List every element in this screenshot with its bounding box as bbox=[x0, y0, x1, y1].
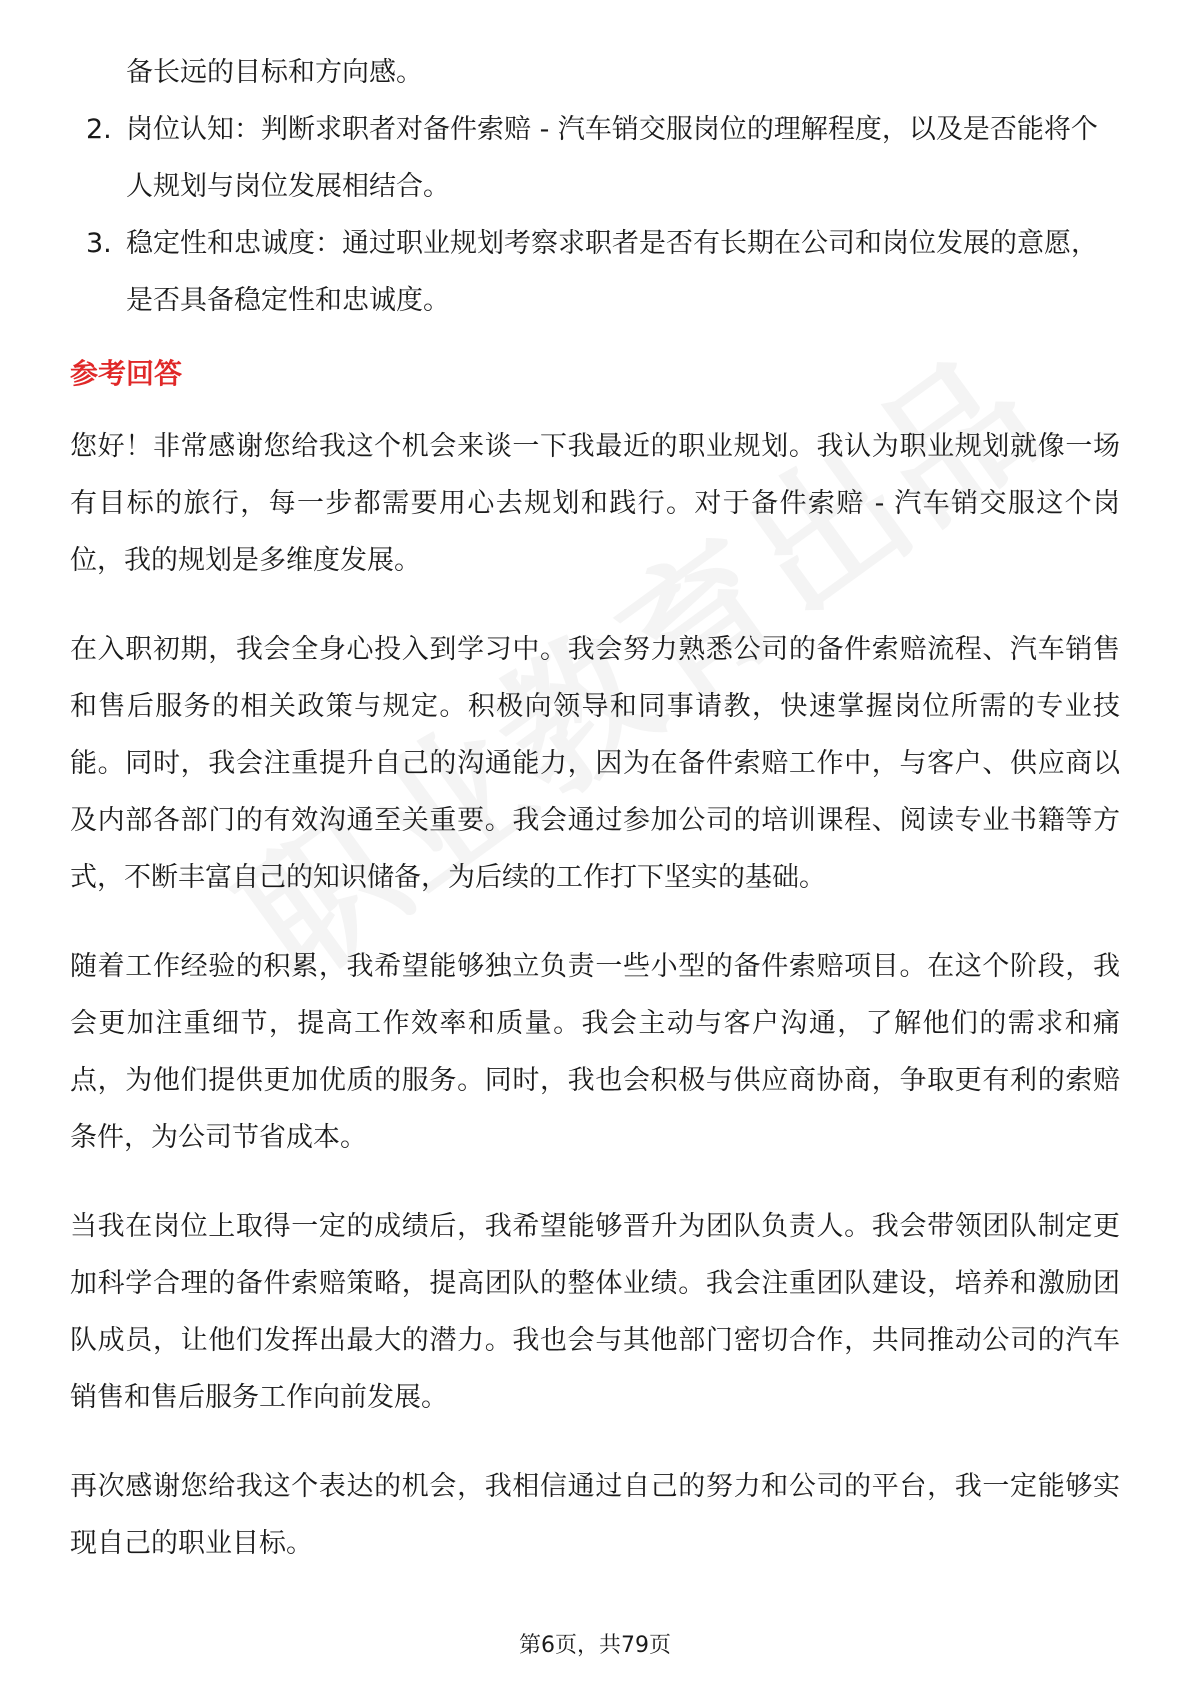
list-item-number: 2. bbox=[86, 114, 112, 145]
answer-paragraph: 您好！非常感谢您给我这个机会来谈一下我最近的职业规划。我认为职业规划就像一场有目标的旅行，每一步都需要用心去规划和践行。对于备件索赔 - 汽车销交服这个岗位，我的规划是多维度发展。 bbox=[70, 431, 1120, 576]
list-item-number: 3. bbox=[86, 228, 112, 259]
answer-paragraph: 在入职初期，我会全身心投入到学习中。我会努力熟悉公司的备件索赔流程、汽车销售和售后服务的相关政策与规定。积极向领导和同事请教，快速掌握岗位所需的专业技能。同时，我会注重提升自己的沟通能力，因为在备件索赔工作中，与客户、供应商以及内部各部门的有效沟通至关重要。我会通过参加公司的培训课程、阅读专业书籍等方式，不断丰富自己的知识储备，为后续的工作打下坚实的基础。 bbox=[70, 634, 1120, 893]
answer-paragraph: 当我在岗位上取得一定的成绩后，我希望能够晋升为团队负责人。我会带领团队制定更加科学合理的备件索赔策略，提高团队的整体业绩。我会注重团队建设，培养和激励团队成员，让他们发挥出最大的潜力。我也会与其他部门密切合作，共同推动公司的汽车销售和售后服务工作向前发展。 bbox=[70, 1211, 1120, 1413]
list-item-text: 稳定性和忠诚度：通过职业规划考察求职者是否有长期在公司和岗位发展的意愿，是否具备稳定性和忠诚度。 bbox=[126, 228, 1098, 316]
page-content bbox=[70, 44, 1120, 1604]
answer-paragraph: 再次感谢您给我这个表达的机会，我相信通过自己的努力和公司的平台，我一定能够实现自己的职业目标。 bbox=[70, 1471, 1120, 1559]
list-item-continuation: 备长远的目标和方向感。 bbox=[126, 57, 423, 88]
answer-paragraph: 随着工作经验的积累，我希望能够独立负责一些小型的备件索赔项目。在这个阶段，我会更加注重细节，提高工作效率和质量。我会主动与客户沟通，了解他们的需求和痛点，为他们提供更加优质的服务。同时，我也会积极与供应商协商，争取更有利的索赔条件，为公司节省成本。 bbox=[70, 951, 1120, 1153]
list-item bbox=[70, 101, 1120, 215]
numbered-list bbox=[70, 44, 1120, 329]
list-item-text: 岗位认知：判断求职者对备件索赔 - 汽车销交服岗位的理解程度，以及是否能将个人规划与岗位发展相结合。 bbox=[126, 114, 1098, 202]
section-heading: 参考回答 bbox=[70, 357, 183, 390]
list-item bbox=[70, 215, 1120, 329]
page-number-footer: 第6页，共79页 bbox=[519, 1633, 671, 1658]
